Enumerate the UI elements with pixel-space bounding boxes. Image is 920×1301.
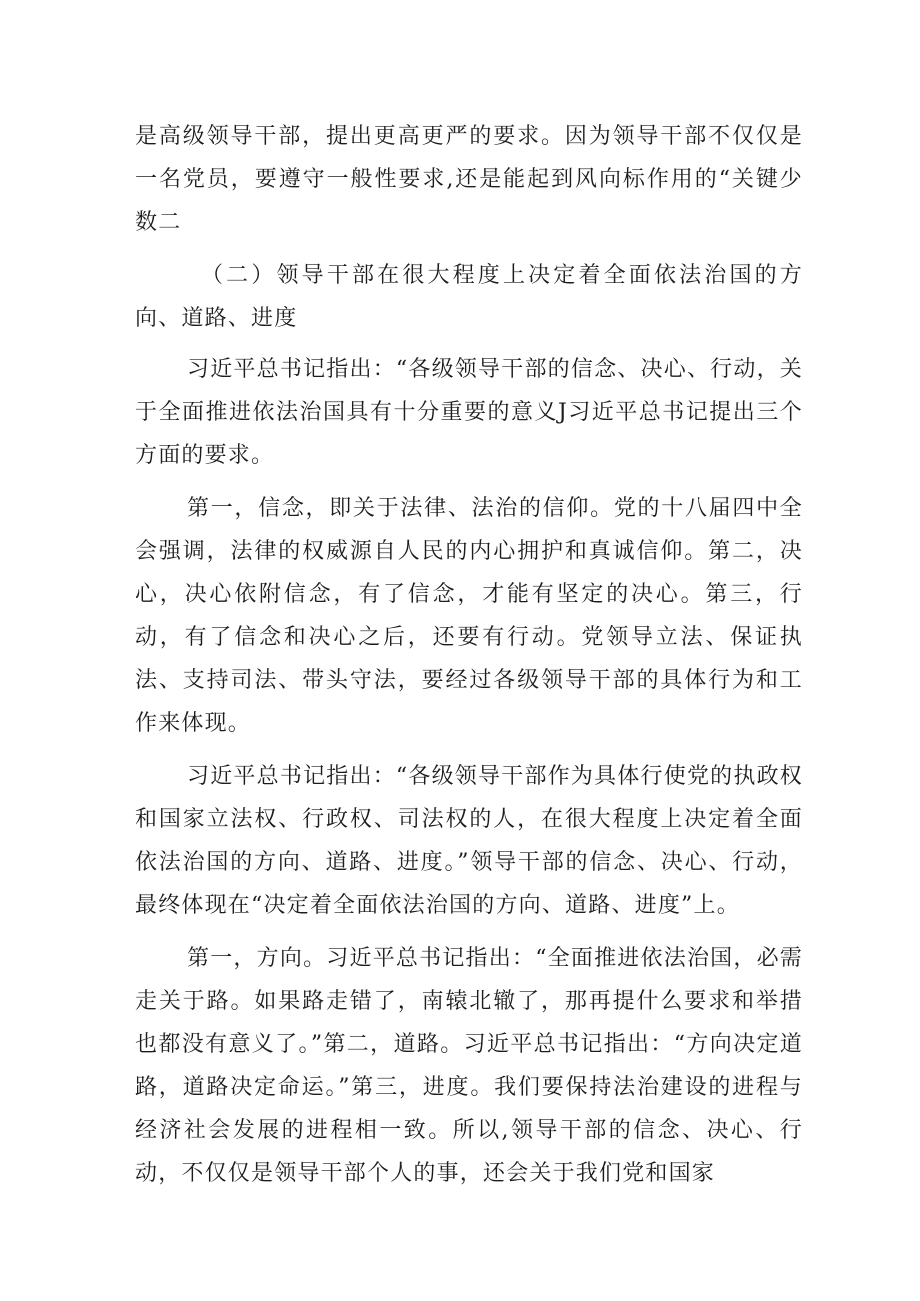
paragraph-belief-resolve-action: 第一，信念，即关于法律、法治的信仰。党的十八届四中全会强调，法律的权威源自人民的内心拥护和真诚信仰。第二，决心，决心依附信念，有了信念，才能有坚定的决心。第三，行动，有了信念和决心之后，还要有行动。党领导立法、保证执法、支持司法、带头守法，要经过各级领导干部的具体行为和工作来体现。 <box>135 496 803 736</box>
document-body <box>135 115 803 1205</box>
section-heading: （二）领导干部在很大程度上决定着全面依法治国的方向、道路、进度 <box>135 263 803 331</box>
paragraph-quote-requirements: 习近平总书记指出：“各级领导干部的信念、决心、行动，关于全面推进依法治国具有十分重要的意义J习近平总书记提出三个方面的要求。 <box>135 357 803 468</box>
paragraph-continuation: 是高级领导干部，提出更高更严的要求。因为领导干部不仅仅是一名党员，要遵守一般性要求,还是能起到风向标作用的“关键少数二 <box>135 124 803 235</box>
paragraph-quote-cadres: 习近平总书记指出：“各级领导干部作为具体行使党的执政权和国家立法权、行政权、司法权的人，在很大程度上决定着全面依法治国的方向、道路、进度。”领导干部的信念、决心、行动，最终体现在“决定着全面依法治国的方向、道路、进度”上。 <box>135 764 803 918</box>
paragraph-direction-road-progress: 第一，方向。习近平总书记指出：“全面推进依法治国，必需走关于路。如果路走错了，南辕北辙了，那再提什么要求和举措也都没有意义了。”第二，道路。习近平总书记指出：“方向决定道路，道路决定命运。”第三，进度。我们要保持法治建设的进程与经济社会发展的进程相一致。所以,领导干部的信念、决心、行动，不仅仅是领导干部个人的事，还会关于我们党和国家 <box>135 946 803 1186</box>
